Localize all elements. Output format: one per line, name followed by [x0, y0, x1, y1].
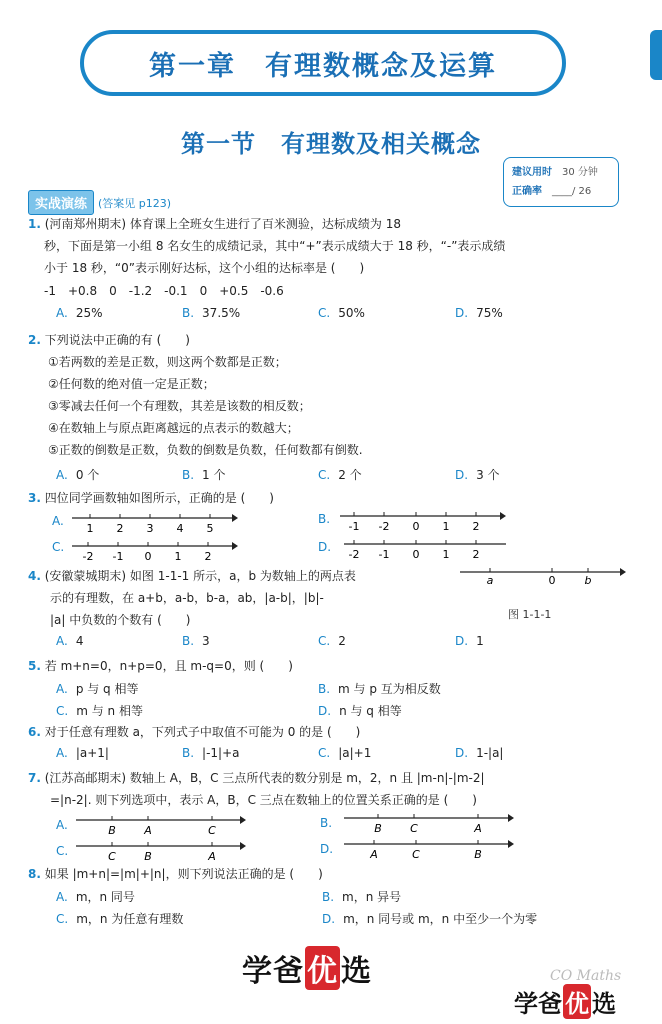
option-letter: A. — [56, 746, 68, 760]
option-letter: C. — [56, 844, 69, 858]
chapter-title: 第一章 有理数概念及运算 — [149, 50, 497, 82]
option-text: 2 个 — [338, 468, 362, 482]
q7-option-d[interactable] — [320, 842, 341, 856]
point-label: A — [208, 850, 216, 863]
option-letter: A. — [52, 514, 64, 528]
q8-option-a[interactable] — [56, 888, 135, 905]
tick-label: 0 — [412, 520, 420, 533]
option-text: 1-|a| — [476, 746, 504, 760]
option-text: |-1|+a — [202, 746, 240, 760]
q3-option-d[interactable] — [318, 540, 339, 554]
tick-label: 1 — [174, 550, 182, 563]
q5-option-d[interactable] — [318, 702, 402, 719]
watermark-text: 学爸 — [514, 990, 562, 1018]
option-letter: B. — [322, 890, 335, 904]
q7-option-c[interactable] — [56, 844, 76, 858]
q2-item-3: ③零减去任何一个有理数，其差是该数的相反数； — [48, 399, 311, 413]
tick-label: 2 — [472, 548, 480, 561]
option-letter: C. — [56, 912, 69, 926]
tick-label: 5 — [206, 522, 214, 535]
option-text: 75% — [476, 306, 503, 320]
point-label: a — [486, 574, 494, 587]
option-text: 50% — [338, 306, 365, 320]
q1-line-3: 小于 18 秒，“0”表示刚好达标，这个小组的达标率是 ( ) — [44, 261, 365, 275]
tick-label: -2 — [82, 550, 94, 563]
point-label: A — [370, 848, 378, 861]
option-letter: D. — [455, 468, 469, 482]
q1-option-c[interactable] — [318, 306, 365, 320]
q7-text: (江苏高邮期末) 数轴上 A，B，C 三点所代表的数分别是 m，2，n 且 |m-n|-|m-2| — [44, 771, 485, 785]
q7-diagram-b — [344, 810, 514, 836]
q4-option-d[interactable] — [455, 634, 484, 648]
tick-label: 3 — [146, 522, 154, 535]
option-text: 4 — [75, 634, 84, 648]
q2-item-4: ④在数轴上与原点距离越远的点表示的数越大； — [48, 421, 299, 435]
q1-text: (河南郑州期末) 体育课上全班女生进行了百米测验，达标成绩为 18 — [44, 217, 402, 231]
q6-option-d[interactable] — [455, 746, 503, 760]
q3-option-a[interactable] — [52, 514, 72, 528]
tick-label: 2 — [204, 550, 212, 563]
q7-diagram-c — [76, 838, 246, 864]
point-label: C — [108, 850, 116, 863]
point-label: B — [474, 848, 482, 861]
option-text: m，n 异号 — [342, 890, 402, 904]
q1-number: 1. — [28, 217, 41, 231]
option-text: |a+1| — [75, 746, 109, 760]
q4-line-3: |a| 中负数的个数有 ( ) — [50, 613, 191, 627]
option-text: 25% — [75, 306, 103, 320]
tick-label: 0 — [144, 550, 152, 563]
tick-label: -2 — [378, 520, 390, 533]
q4-line-2: 示的有理数，在 a+b，a-b，b-a，ab，|a-b|，|b|- — [50, 591, 324, 605]
answer-note: (答案见 p123) — [98, 196, 172, 210]
page-edge-tab — [650, 30, 662, 80]
option-letter: A. — [56, 682, 68, 696]
watermark-text: 选 — [341, 954, 372, 989]
q2-item-5: ⑤正数的倒数是正数，负数的倒数是负数，任何数都有倒数. — [48, 443, 363, 457]
tick-label: 0 — [412, 548, 420, 561]
q2-text: 下列说法中正确的有 ( ) — [44, 333, 190, 347]
q5-option-a[interactable] — [56, 680, 139, 697]
q1-data: -1 +0.8 0 -1.2 -0.1 0 +0.5 -0.6 — [44, 284, 284, 298]
q3-numberline-b — [340, 508, 506, 536]
q7-option-a[interactable] — [56, 818, 76, 832]
q4-figure-caption: 图 1-1-1 — [508, 608, 552, 621]
option-letter: D. — [322, 912, 336, 926]
q1-line-2: 秒，下面是第一小组 8 名女生的成绩记录，其中“+”表示成绩大于 18 秒，“-”表示成绩 — [44, 239, 506, 253]
option-letter: C. — [56, 704, 69, 718]
q2-number: 2. — [28, 333, 41, 347]
q8-line-1 — [28, 866, 323, 882]
tick-label: 2 — [472, 520, 480, 533]
q3-text: 四位同学画数轴如图所示，正确的是 ( ) — [44, 491, 274, 505]
option-text: m，n 同号或 m，n 中至少一个为零 — [343, 912, 538, 926]
practice-badge: 实战演练 — [28, 190, 94, 215]
q4-option-b[interactable] — [182, 634, 210, 648]
q5-line-1 — [28, 658, 293, 674]
practice-header — [28, 190, 171, 215]
option-letter: B. — [182, 306, 195, 320]
option-letter: B. — [182, 746, 195, 760]
option-letter: C. — [318, 306, 331, 320]
q2-option-b[interactable] — [182, 466, 226, 483]
q4-number: 4. — [28, 569, 41, 583]
rate-label: 正确率 — [512, 186, 542, 197]
q2-line-1 — [28, 332, 190, 348]
option-letter: A. — [56, 818, 68, 832]
q5-option-b[interactable] — [318, 680, 441, 697]
option-text: 2 — [338, 634, 346, 648]
point-label: B — [108, 824, 116, 837]
time-box — [503, 157, 619, 207]
point-label: C — [208, 824, 216, 837]
q6-text: 对于任意有理数 a，下列式子中取值不可能为 0 的是 ( ) — [44, 725, 361, 739]
q8-option-b[interactable] — [322, 888, 401, 905]
q7-option-b[interactable] — [320, 816, 340, 830]
time-value: 30 分钟 — [562, 167, 598, 178]
q3-option-c[interactable] — [52, 540, 72, 554]
q6-option-c[interactable] — [318, 746, 371, 760]
option-letter: D. — [455, 746, 469, 760]
q4-option-a[interactable] — [56, 634, 83, 648]
option-text: p 与 q 相等 — [75, 682, 139, 696]
tick-label: -2 — [348, 548, 360, 561]
rate-value: ____/ 26 — [552, 186, 592, 197]
point-label: C — [410, 822, 418, 835]
q3-line-1 — [28, 490, 274, 506]
q6-option-a[interactable] — [56, 746, 109, 760]
option-letter: A. — [56, 634, 68, 648]
option-text: m 与 p 互为相反数 — [338, 682, 441, 696]
watermark-center — [242, 946, 372, 990]
watermark-corner — [514, 984, 616, 1019]
point-label: C — [412, 848, 420, 861]
q3-numberline-d — [340, 536, 506, 564]
point-label: B — [144, 850, 152, 863]
tick-label: -1 — [348, 520, 360, 533]
option-letter: C. — [318, 746, 331, 760]
point-label: A — [144, 824, 152, 837]
q7-line-2: =|n-2|. 则下列选项中，表示 A，B，C 三点在数轴上的位置关系正确的是 ( ) — [50, 793, 477, 807]
q2-option-c[interactable] — [318, 466, 362, 483]
q5-number: 5. — [28, 659, 41, 673]
point-label: A — [474, 822, 482, 835]
q2-option-d[interactable] — [455, 466, 500, 483]
q6-option-b[interactable] — [182, 746, 240, 760]
watermark-text: 选 — [592, 990, 616, 1018]
option-letter: D. — [455, 306, 469, 320]
option-text: 3 — [202, 634, 210, 648]
q7-number: 7. — [28, 771, 41, 785]
tick-label: -1 — [378, 548, 390, 561]
option-text: 1 个 — [202, 468, 226, 482]
option-text: 1 — [476, 634, 484, 648]
option-letter: B. — [320, 816, 333, 830]
q1-line-1 — [28, 216, 401, 232]
q2-option-a[interactable] — [56, 466, 99, 483]
tick-label: 1 — [442, 548, 450, 561]
option-letter: C. — [52, 540, 65, 554]
option-text: 0 个 — [75, 468, 100, 482]
q4-figure-numberline — [460, 562, 626, 588]
q8-option-c[interactable] — [56, 910, 183, 927]
option-letter: B. — [182, 634, 195, 648]
q5-text: 若 m+n=0，n+p=0，且 m-q=0，则 ( ) — [44, 659, 293, 673]
q5-option-c[interactable] — [56, 702, 143, 719]
tick-label: -1 — [112, 550, 124, 563]
q1-option-d[interactable] — [455, 306, 503, 320]
q8-option-d[interactable] — [322, 910, 537, 927]
q3-option-b[interactable] — [318, 512, 338, 526]
point-label: b — [584, 574, 592, 587]
option-letter: B. — [318, 682, 331, 696]
q7-diagram-a — [76, 812, 246, 838]
q3-numberline-a — [72, 510, 238, 538]
option-letter: D. — [318, 704, 332, 718]
q7-diagram-d — [344, 836, 514, 862]
q7-line-1 — [28, 770, 485, 786]
q6-number: 6. — [28, 725, 41, 739]
option-letter: B. — [182, 468, 195, 482]
q8-text: 如果 |m+n|=|m|+|n|，则下列说法正确的是 ( ) — [44, 867, 323, 881]
tick-label: 1 — [442, 520, 450, 533]
q3-number: 3. — [28, 491, 41, 505]
watermark-highlight: 优 — [563, 984, 591, 1019]
option-letter: D. — [320, 842, 334, 856]
option-letter: A. — [56, 306, 68, 320]
point-label: B — [374, 822, 382, 835]
option-letter: D. — [318, 540, 332, 554]
watermark-highlight: 优 — [305, 946, 340, 990]
option-letter: C. — [318, 468, 331, 482]
option-text: |a|+1 — [338, 746, 372, 760]
q2-item-2: ②任何数的绝对值一定是正数； — [48, 377, 215, 391]
tick-label: 4 — [176, 522, 184, 535]
option-text: 37.5% — [202, 306, 241, 320]
section-title: 第一节 有理数及相关概念 — [181, 130, 481, 158]
option-letter: A. — [56, 468, 68, 482]
q2-item-1: ①若两数的差是正数，则这两个数都是正数； — [48, 355, 287, 369]
option-text: m，n 同号 — [75, 890, 135, 904]
option-letter: D. — [455, 634, 469, 648]
q1-option-b[interactable] — [182, 306, 240, 320]
option-text: m 与 n 相等 — [76, 704, 143, 718]
q6-line-1 — [28, 724, 360, 740]
option-text: 3 个 — [476, 468, 500, 482]
tick-label: 2 — [116, 522, 124, 535]
watermark-co-maths: CO Maths — [550, 968, 622, 984]
option-letter: C. — [318, 634, 331, 648]
q4-line-1 — [28, 568, 356, 584]
q3-numberline-c — [72, 538, 238, 566]
option-letter: B. — [318, 512, 331, 526]
tick-label: 1 — [86, 522, 94, 535]
option-letter: A. — [56, 890, 68, 904]
chapter-banner — [80, 30, 566, 96]
option-text: m，n 为任意有理数 — [76, 912, 184, 926]
watermark-text: 学爸 — [242, 954, 304, 989]
q8-number: 8. — [28, 867, 41, 881]
time-label: 建议用时 — [512, 167, 552, 178]
q4-text: (安徽蒙城期末) 如图 1-1-1 所示，a，b 为数轴上的两点表 — [44, 569, 356, 583]
point-label: 0 — [548, 574, 556, 587]
q1-option-a[interactable] — [56, 306, 102, 320]
q4-option-c[interactable] — [318, 634, 346, 648]
option-text: n 与 q 相等 — [339, 704, 402, 718]
